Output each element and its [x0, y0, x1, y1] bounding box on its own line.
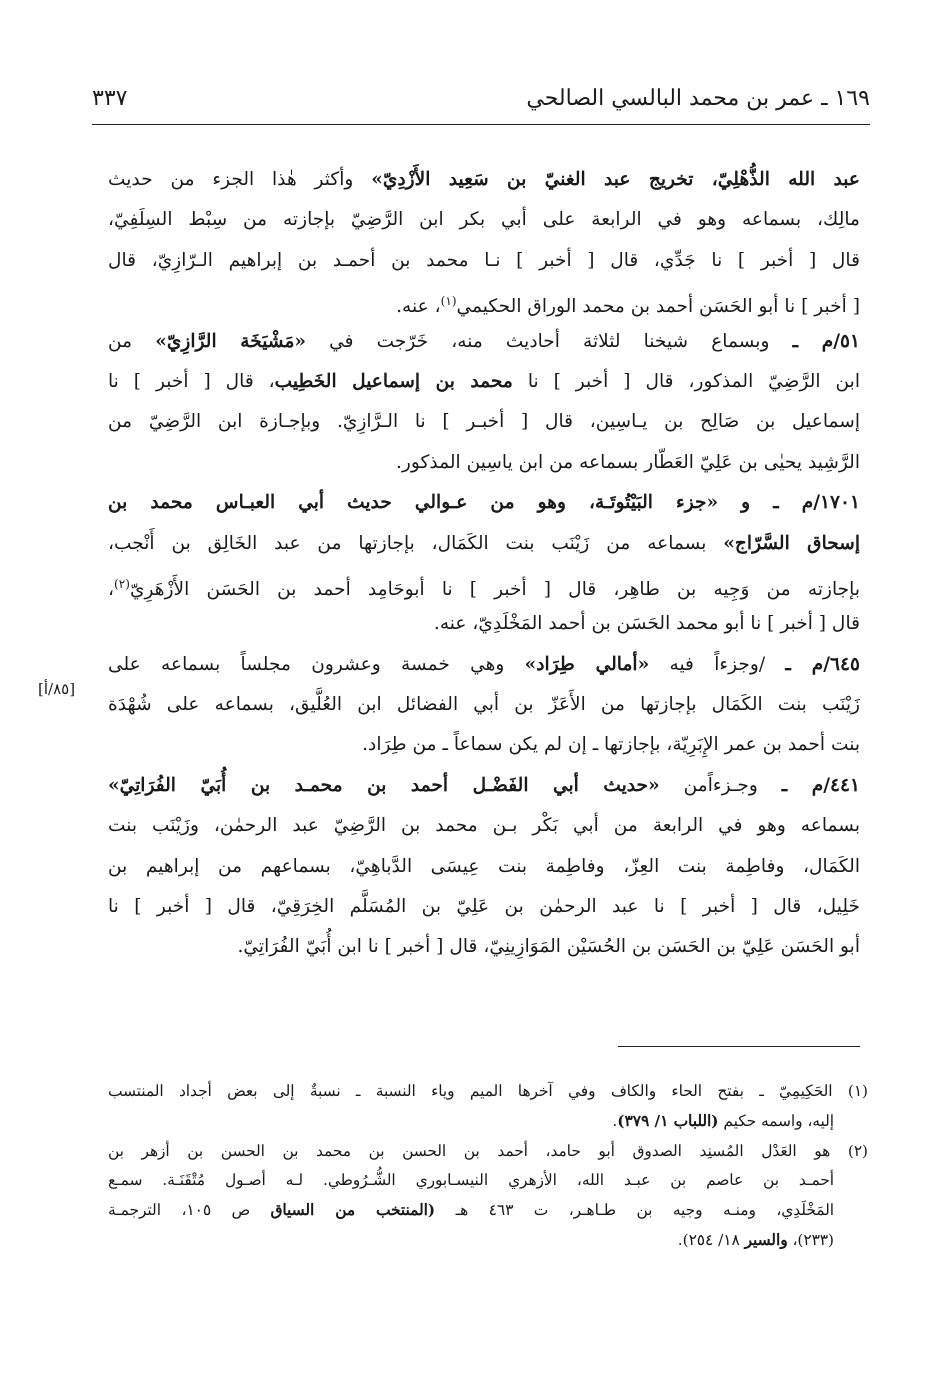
footnote-marker: (١)	[440, 294, 457, 309]
text-run: بسماعه وهو في الرابعة من أبي بَكْر بـن محمد بن الرَّضِيّ عبد الرحمٰن، وزَيْنَب بنت	[108, 815, 860, 837]
text-run: /وجزءاً فيه	[649, 653, 786, 675]
body-line	[108, 322, 860, 362]
body-line	[108, 281, 860, 321]
text-run: خَلِيل، قال [ أخبر ] نا عبد الرحمٰن بن عَلِيّ بن المُسَلَّم الخِرَقِيّ، قال [ أخبر ] نا	[108, 896, 860, 918]
text-run: (١) الحَكِيمِيّ ـ بفتح الحاء والكاف وفي آخرها الميم وياء النسبة ـ نسبةٌ إلى بعض أجداد المنتسب	[108, 1082, 868, 1100]
text-run: إليه، واسمه حكيم	[718, 1111, 834, 1130]
text-run: (اللباب ١/ ٣٧٩)	[617, 1111, 719, 1130]
text-run: قال [ أخبر ] نا أبو محمد الحَسَن بن أحمد المَخْلَدِيّ، عنه.	[433, 613, 860, 635]
text-run: ، قال [ أخبر ] نا	[108, 370, 275, 392]
text-run: أحمـد بن عاصم بن عبـد الله، الأزهري النيسـابوري الشُّـرُوطي. لـه أصـول مُتْقَنَـة. سمـع	[108, 1171, 834, 1190]
body-line	[108, 604, 860, 644]
text-run: وأكثر هٰذا الجزء من حديث	[108, 169, 372, 190]
body-line	[108, 443, 860, 483]
text-run: إسماعيل بن صَالِح بن يـاسِين، قال [ أخبـر ] نا الـرَّازِيّ. وبإجـازة ابن الرَّضِيّ من	[108, 411, 860, 433]
body-line	[108, 362, 860, 402]
text-run: (المنتخب من السياق	[270, 1201, 436, 1220]
footnote-line	[108, 1137, 868, 1167]
body-text	[108, 160, 860, 968]
text-run: ١٨/ ٢٥٤).	[677, 1230, 745, 1249]
text-run: بسماعه من زَيْنَب بنت الكَمَال، بإجازتها من عبد الخَالِق بن أَنْجب،	[108, 532, 724, 554]
footnote-line	[108, 1166, 868, 1196]
body-line	[108, 241, 860, 281]
text-run: «مَشْيَخَة الرَّازِيّ»	[155, 330, 307, 352]
text-run: قال [ أخبر ] نا جَدِّي، قال [ أخبر ] نـا محمد بن أحمـد بن إبراهيم الـرّازِيّ، قال	[108, 249, 860, 271]
text-run: أبو الحَسَن عَلِيّ بن الحَسَن بن الحُسَيْن المَوَازِينِيّ، قال [ أخبر ] نا ابن أُبَيّ الفُرَاتِيّ.	[237, 936, 860, 958]
text-run: المَخْلَدِي، ومنـه وجيه بن طـاهـر، ت ٤٦٣ هـ	[435, 1201, 834, 1220]
body-line	[108, 927, 860, 967]
text-run: وبسماع شيخنا لثلاثة أحاديث منه، خَرّجت في	[306, 330, 793, 352]
running-head	[92, 86, 870, 120]
text-run: ٦٤٥/م ـ	[785, 653, 860, 675]
footnote-line	[108, 1077, 868, 1107]
text-run: ابن الرَّضِيّ المذكور، قال [ أخبر ] نا	[512, 370, 860, 392]
text-run: ،	[108, 579, 115, 601]
text-run: وهي خمسة وعشرون مجلساً بسماعه على	[108, 653, 525, 675]
text-run: و «جزء البَيْتُوتَـة، وهو من عـوالي حديث أبي العبـاس محمد بن	[108, 492, 774, 514]
footnote-marker: (٢)	[114, 576, 130, 591]
text-run: (٢) هو العَدْل المُسنِد الصدوق أبو حامد، أحمد بن الحسن بن محمد بن الحسن بن أزهر بن	[108, 1141, 868, 1160]
footnote-line	[108, 1196, 868, 1226]
body-line	[108, 402, 860, 442]
header-rule	[92, 124, 870, 125]
body-line	[108, 766, 860, 806]
text-run: [ أخبر ] نا أبو الحَسَن أحمد بن محمد الوراق الحكيمي	[456, 296, 860, 318]
footnote-line	[108, 1107, 868, 1137]
running-title: ١٦٩ ـ عمر بن محمد البالسي الصالحي	[526, 86, 870, 111]
text-run: وجـزءاًمن	[659, 774, 782, 796]
text-run: ٥١/م ـ	[792, 330, 860, 352]
footnote-rule	[618, 1046, 860, 1047]
body-line	[108, 200, 860, 240]
body-line	[108, 564, 860, 604]
text-run: (٢٣٣)،	[787, 1230, 834, 1249]
body-line	[108, 806, 860, 846]
text-run: بنت أحمد بن عمر الإِبَرِيّة، بإجازتها ـ إن لم يكن سماعاً ـ من طِرَاد.	[362, 734, 860, 756]
text-run: ، عنه.	[396, 296, 441, 318]
text-run: محمد بن إسماعيل الخَطِيب	[274, 370, 513, 392]
footnote-line	[108, 1226, 868, 1256]
body-line	[108, 847, 860, 887]
text-run: .	[612, 1111, 618, 1130]
footnotes	[108, 1077, 868, 1256]
text-run: «أمالي طِرَاد»	[524, 653, 650, 675]
text-run: ١٧٠١/م ـ	[773, 492, 860, 514]
margin-folio-note: [٨٥/أ]	[38, 680, 76, 698]
text-run: ٤٤١/م ـ	[781, 774, 860, 796]
text-run: من	[108, 330, 156, 352]
text-run: بإجازته من وَجِيه بن طاهِر، قال [ أخبر ] نا أبوحَامِد أحمد بن الحَسَن الأَزْهَرِيّ	[129, 579, 860, 601]
text-run: مالِك، بسماعه وهو في الرابعة على أبي بكر ابن الرَّضِيّ بإجازته من سِبْط السِلَفِيّ،	[108, 209, 860, 231]
body-line	[108, 524, 860, 564]
text-run: والسير	[744, 1230, 788, 1249]
body-line	[108, 160, 860, 200]
body-line	[108, 887, 860, 927]
text-run: ص ١٠٥، الترجمـة	[108, 1201, 271, 1220]
text-run: إسحاق السَّرّاج»	[723, 532, 860, 554]
text-run: الكَمَال، وفاطِمة بنت العِزّ، وفاطِمة بنت عِيسَى الدَّباهِيّ، بسماعهم من إبراهيم بن	[108, 855, 860, 877]
body-line	[108, 685, 860, 725]
body-line	[108, 483, 860, 523]
body-line	[108, 645, 860, 685]
text-run: الرَّشِيد يحيٰى بن عَلِيّ العَطّار بسماعه من ابن ياسِين المذكور.	[395, 451, 860, 473]
text-run: زَيْنَب بنت الكَمَال بإجازتها من الأَعَزّ بن أبي الفضائل ابن العُلَّيق، بسماعه على شُهْدَة	[108, 694, 860, 716]
text-run: «حديث أبي الفَضْـل أحمد بن محمـد بن أُبَيّ الفُرَاتِيّ»	[108, 774, 660, 796]
text-run: عبد الله الذُّهْلِيّ، تخريج عبد الغنيّ بن سَعِيد الأَزْدِيّ»	[371, 169, 860, 190]
body-line	[108, 725, 860, 765]
page-number: ٣٣٧	[92, 86, 128, 111]
